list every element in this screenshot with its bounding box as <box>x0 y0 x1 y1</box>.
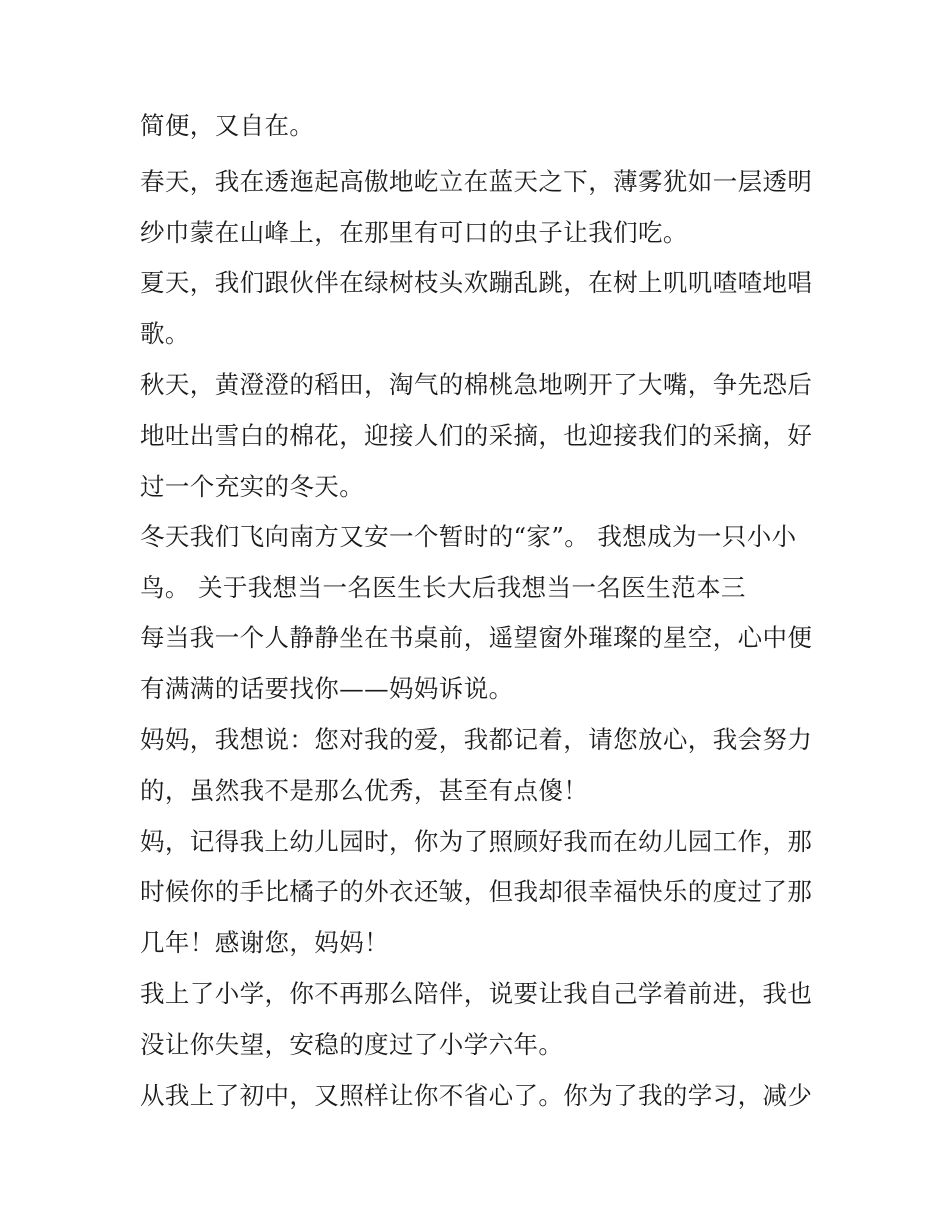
text-line: 过一个充实的冬天。 <box>140 472 365 501</box>
text-line: 秋天，黄澄澄的稻田，淘气的棉桃急地咧开了大嘴，争先恐后 <box>140 370 813 399</box>
text-line: 有满满的话要找你——妈妈诉说。 <box>140 674 514 703</box>
text-line: 纱巾蒙在山峰上，在那里有可口的虫子让我们吃。 <box>140 218 688 247</box>
text-line: 时候你的手比橘子的外衣还皱，但我却很幸福快乐的度过了那 <box>140 877 813 906</box>
text-line: 冬天我们飞向南方又安一个暂时的“家”。 我想成为一只小小 <box>140 522 797 551</box>
text-line: 的，虽然我不是那么优秀，甚至有点傻！ <box>140 776 589 805</box>
text-line: 歌。 <box>140 319 190 348</box>
text-line: 从我上了初中，又照样让你不省心了。你为了我的学习，减少 <box>140 1081 813 1110</box>
text-line: 妈，记得我上幼儿园时，你为了照顾好我而在幼儿园工作，那 <box>140 827 813 856</box>
text-line: 每当我一个人静静坐在书桌前，遥望窗外璀璨的星空，心中便 <box>140 623 813 652</box>
text-line: 简便，又自在。 <box>140 111 315 140</box>
text-line: 妈妈，我想说：您对我的爱，我都记着，请您放心，我会努力 <box>140 725 813 754</box>
text-line: 几年！感谢您，妈妈！ <box>140 928 389 957</box>
text-line: 地吐出雪白的棉花，迎接人们的采摘，也迎接我们的采摘，好 <box>140 421 813 450</box>
text-line: 春天，我在透迤起高傲地屹立在蓝天之下，薄雾犹如一层透明 <box>140 167 813 196</box>
text-line: 鸟。 关于我想当一名医生长大后我想当一名医生范本三 <box>140 573 746 602</box>
text-line: 没让你失望，安稳的度过了小学六年。 <box>140 1030 564 1059</box>
text-line: 我上了小学，你不再那么陪伴，说要让我自己学着前进，我也 <box>140 979 813 1008</box>
text-line: 夏天，我们跟伙伴在绿树枝头欢蹦乱跳，在树上叽叽喳喳地唱 <box>140 268 813 297</box>
